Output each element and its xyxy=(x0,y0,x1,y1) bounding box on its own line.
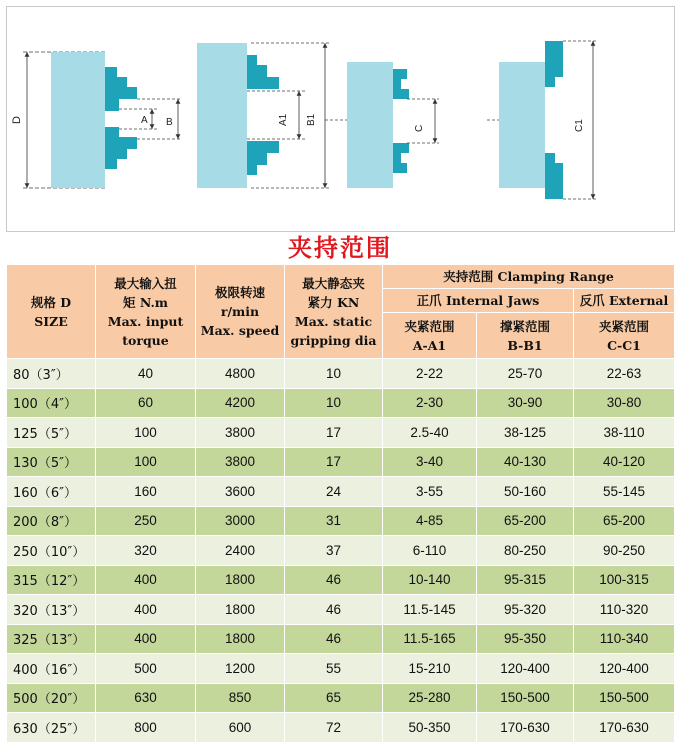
cell-max-static-gripping: 46 xyxy=(285,595,383,625)
cell-max-static-gripping: 72 xyxy=(285,713,383,743)
cell-max-speed: 1200 xyxy=(196,654,285,684)
cell-max-input-torque: 800 xyxy=(96,713,196,743)
cell-range-c-c1: 65-200 xyxy=(574,506,675,536)
cell-range-b-b1: 25-70 xyxy=(477,359,574,389)
cell-range-b-b1: 38-125 xyxy=(477,418,574,448)
cell-range-c-c1: 150-500 xyxy=(574,683,675,713)
cell-max-input-torque: 100 xyxy=(96,447,196,477)
cell-range-a-a1: 2.5-40 xyxy=(383,418,477,448)
table-body xyxy=(7,359,675,743)
table-row xyxy=(7,654,675,684)
header-a-a1: 夹紧范围 A-A1 xyxy=(383,313,477,359)
cell-max-static-gripping: 17 xyxy=(285,418,383,448)
cell-max-speed: 3800 xyxy=(196,418,285,448)
cell-range-b-b1: 120-400 xyxy=(477,654,574,684)
cell-max-input-torque: 100 xyxy=(96,418,196,448)
cell-max-input-torque: 40 xyxy=(96,359,196,389)
cell-range-b-b1: 65-200 xyxy=(477,506,574,536)
cell-max-speed: 3800 xyxy=(196,447,285,477)
cell-range-a-a1: 2-22 xyxy=(383,359,477,389)
cell-max-speed: 600 xyxy=(196,713,285,743)
cell-max-input-torque: 630 xyxy=(96,683,196,713)
diagram-a1-b1 xyxy=(197,43,329,188)
cell-range-b-b1: 40-130 xyxy=(477,447,574,477)
header-size: 规格 D SIZE xyxy=(7,265,96,359)
header-clamping-range: 夹持范围 Clamping Range xyxy=(383,265,675,289)
table-row xyxy=(7,477,675,507)
cell-max-speed: 4800 xyxy=(196,359,285,389)
cell-range-b-b1: 50-160 xyxy=(477,477,574,507)
cell-max-static-gripping: 37 xyxy=(285,536,383,566)
cell-size: 80（3″） xyxy=(7,359,96,389)
cell-max-static-gripping: 46 xyxy=(285,565,383,595)
cell-range-c-c1: 30-80 xyxy=(574,388,675,418)
cell-range-b-b1: 95-350 xyxy=(477,624,574,654)
cell-max-static-gripping: 10 xyxy=(285,388,383,418)
table-row xyxy=(7,624,675,654)
cell-max-static-gripping: 31 xyxy=(285,506,383,536)
cell-range-a-a1: 11.5-165 xyxy=(383,624,477,654)
cell-range-a-a1: 50-350 xyxy=(383,713,477,743)
cell-range-a-a1: 3-55 xyxy=(383,477,477,507)
cell-size: 200（8″） xyxy=(7,506,96,536)
cell-range-a-a1: 4-85 xyxy=(383,506,477,536)
cell-range-c-c1: 55-145 xyxy=(574,477,675,507)
cell-size: 160（6″） xyxy=(7,477,96,507)
header-c-c1: 夹紧范围 C-C1 xyxy=(574,313,675,359)
cell-max-static-gripping: 65 xyxy=(285,683,383,713)
cell-size: 320（13″） xyxy=(7,595,96,625)
table-row xyxy=(7,418,675,448)
cell-range-b-b1: 80-250 xyxy=(477,536,574,566)
cell-range-b-b1: 95-315 xyxy=(477,565,574,595)
cell-range-a-a1: 6-110 xyxy=(383,536,477,566)
header-internal-jaws: 正爪 Internal Jaws xyxy=(383,289,574,313)
label-b: B xyxy=(166,117,173,128)
cell-range-c-c1: 110-320 xyxy=(574,595,675,625)
cell-range-b-b1: 150-500 xyxy=(477,683,574,713)
table-row xyxy=(7,565,675,595)
table-row xyxy=(7,506,675,536)
cell-max-input-torque: 250 xyxy=(96,506,196,536)
table-row xyxy=(7,595,675,625)
header-max-input-torque: 最大输入扭 矩 N.m Max. input torque xyxy=(96,265,196,359)
cell-max-static-gripping: 24 xyxy=(285,477,383,507)
cell-range-a-a1: 10-140 xyxy=(383,565,477,595)
cell-max-static-gripping: 17 xyxy=(285,447,383,477)
header-max-speed: 极限转速 r/min Max. speed xyxy=(196,265,285,359)
cell-size: 500（20″） xyxy=(7,683,96,713)
cell-range-c-c1: 170-630 xyxy=(574,713,675,743)
header-external-jaws: 反爪 External xyxy=(574,289,675,313)
label-c1: C1 xyxy=(574,119,585,132)
table-row xyxy=(7,447,675,477)
cell-max-speed: 850 xyxy=(196,683,285,713)
diagram-d-a-b xyxy=(11,52,182,188)
cell-range-c-c1: 110-340 xyxy=(574,624,675,654)
table-title: 夹持范围 xyxy=(288,233,392,262)
cell-range-c-c1: 120-400 xyxy=(574,654,675,684)
label-a1: A1 xyxy=(278,113,289,126)
cell-range-c-c1: 40-120 xyxy=(574,447,675,477)
cell-max-input-torque: 400 xyxy=(96,595,196,625)
cell-max-input-torque: 500 xyxy=(96,654,196,684)
cell-max-speed: 3000 xyxy=(196,506,285,536)
cell-max-speed: 2400 xyxy=(196,536,285,566)
cell-max-speed: 1800 xyxy=(196,595,285,625)
cell-range-c-c1: 90-250 xyxy=(574,536,675,566)
clamping-spec-table xyxy=(6,264,675,743)
header-max-static-gripping: 最大静态夹 紧力 KN Max. static gripping dia xyxy=(285,265,383,359)
cell-range-a-a1: 25-280 xyxy=(383,683,477,713)
cell-max-speed: 1800 xyxy=(196,565,285,595)
cell-max-speed: 1800 xyxy=(196,624,285,654)
cell-max-speed: 4200 xyxy=(196,388,285,418)
header-b-b1: 撑紧范围 B-B1 xyxy=(477,313,574,359)
diagram-c xyxy=(325,62,439,188)
cell-range-a-a1: 2-30 xyxy=(383,388,477,418)
diagram-c1 xyxy=(487,41,597,199)
table-row xyxy=(7,536,675,566)
cell-max-static-gripping: 55 xyxy=(285,654,383,684)
chuck-dimension-diagrams xyxy=(6,6,675,232)
cell-size: 130（5″） xyxy=(7,447,96,477)
cell-range-b-b1: 95-320 xyxy=(477,595,574,625)
cell-size: 400（16″） xyxy=(7,654,96,684)
cell-size: 315（12″） xyxy=(7,565,96,595)
cell-size: 125（5″） xyxy=(7,418,96,448)
table-row xyxy=(7,713,675,743)
table-row xyxy=(7,388,675,418)
cell-max-input-torque: 320 xyxy=(96,536,196,566)
cell-range-a-a1: 15-210 xyxy=(383,654,477,684)
table-row xyxy=(7,359,675,389)
cell-max-input-torque: 400 xyxy=(96,565,196,595)
cell-range-b-b1: 30-90 xyxy=(477,388,574,418)
cell-range-b-b1: 170-630 xyxy=(477,713,574,743)
cell-size: 250（10″） xyxy=(7,536,96,566)
table-row xyxy=(7,683,675,713)
cell-max-input-torque: 400 xyxy=(96,624,196,654)
label-d: D xyxy=(11,116,23,124)
cell-range-a-a1: 3-40 xyxy=(383,447,477,477)
cell-max-speed: 3600 xyxy=(196,477,285,507)
label-c: C xyxy=(414,124,425,132)
cell-max-static-gripping: 10 xyxy=(285,359,383,389)
cell-max-static-gripping: 46 xyxy=(285,624,383,654)
cell-range-c-c1: 100-315 xyxy=(574,565,675,595)
cell-size: 100（4″） xyxy=(7,388,96,418)
cell-range-c-c1: 38-110 xyxy=(574,418,675,448)
cell-range-a-a1: 11.5-145 xyxy=(383,595,477,625)
cell-size: 630（25″） xyxy=(7,713,96,743)
cell-max-input-torque: 160 xyxy=(96,477,196,507)
cell-range-c-c1: 22-63 xyxy=(574,359,675,389)
label-a: A xyxy=(141,115,148,126)
label-b1: B1 xyxy=(306,113,317,126)
cell-size: 325（13″） xyxy=(7,624,96,654)
diagram-svg xyxy=(7,7,674,231)
cell-max-input-torque: 60 xyxy=(96,388,196,418)
